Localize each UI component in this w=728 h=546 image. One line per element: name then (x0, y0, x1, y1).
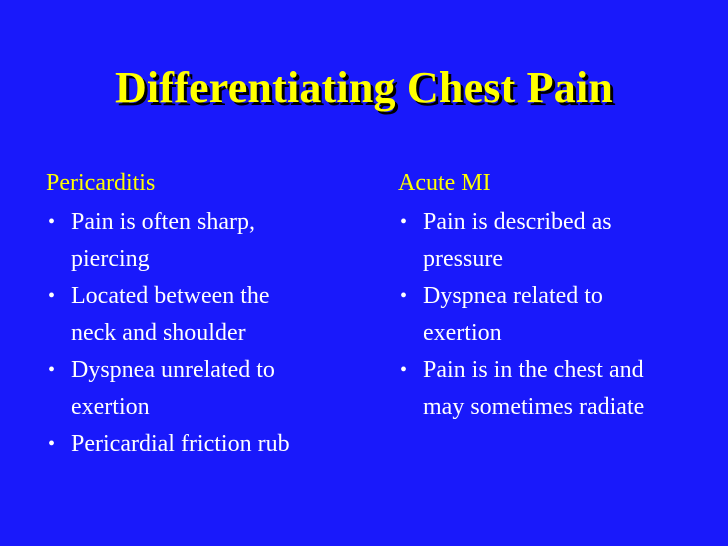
acute-mi-column (398, 168, 698, 426)
pericarditis-bullet-list (46, 204, 346, 463)
bullet-text: Pain is described as pressure (423, 209, 612, 272)
bullet-text: Pain is often sharp, piercing (71, 209, 255, 272)
bullet-item (398, 204, 698, 278)
acute-mi-heading: Acute MI (398, 170, 491, 196)
bullet-icon: • (400, 285, 408, 307)
bullet-item (46, 426, 346, 463)
slide-title: Differentiating Chest Pain (114, 63, 614, 112)
bullet-icon: • (48, 359, 56, 381)
acute-mi-bullet-list (398, 204, 698, 426)
bullet-item (46, 278, 346, 352)
bullet-text: Pericardial friction rub (71, 431, 290, 457)
bullet-item (398, 278, 698, 352)
bullet-text: Located between the neck and shoulder (71, 283, 270, 346)
bullet-item (398, 352, 698, 426)
bullet-icon: • (400, 211, 408, 233)
bullet-icon: • (48, 285, 56, 307)
bullet-icon: • (48, 433, 56, 455)
bullet-text: Dyspnea related to exertion (423, 283, 603, 346)
pericarditis-column (46, 168, 346, 463)
bullet-icon: • (48, 211, 56, 233)
bullet-text: Pain is in the chest and may sometimes radiate (423, 357, 645, 420)
bullet-text: Dyspnea unrelated to exertion (71, 357, 275, 420)
pericarditis-heading: Pericarditis (46, 170, 156, 196)
bullet-item (46, 204, 346, 278)
bullet-icon: • (400, 359, 408, 381)
bullet-item (46, 352, 346, 426)
